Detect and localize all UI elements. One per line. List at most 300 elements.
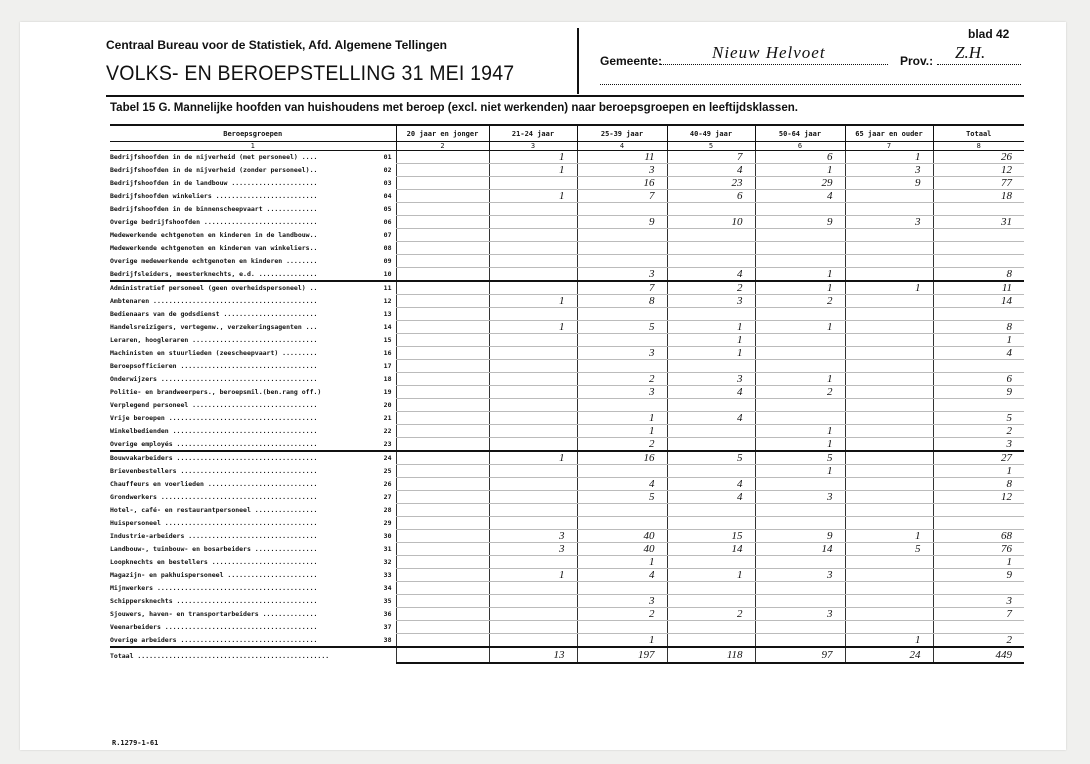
- value-cell: [845, 347, 933, 360]
- value-cell: [933, 203, 1024, 216]
- table-row: [110, 295, 1024, 308]
- value-cell: 76: [933, 543, 1024, 556]
- value-cell: 68: [933, 530, 1024, 543]
- value-cell: 2: [577, 438, 667, 452]
- row-label-cell: [110, 295, 396, 308]
- value-cell: [396, 295, 489, 308]
- value-cell: [845, 621, 933, 634]
- table-row: [110, 621, 1024, 634]
- value-cell: [755, 347, 845, 360]
- value-cell: [667, 203, 755, 216]
- row-label-cell: [110, 203, 396, 216]
- value-cell: [396, 582, 489, 595]
- table-row: [110, 229, 1024, 242]
- row-label: Ambtenaren ..........................................: [110, 297, 318, 305]
- value-cell: [489, 425, 577, 438]
- table-row: [110, 399, 1024, 412]
- value-cell: [667, 465, 755, 478]
- value-cell: [396, 608, 489, 621]
- value-cell: [489, 478, 577, 491]
- row-code: 31: [382, 545, 396, 553]
- gemeente-dotted-line: [660, 64, 888, 65]
- value-cell: [667, 242, 755, 255]
- value-cell: [577, 334, 667, 347]
- table-row: [110, 151, 1024, 164]
- value-cell: 3: [755, 608, 845, 621]
- value-cell: [845, 569, 933, 582]
- row-label: Hotel-, café- en restaurantpersoneel ................: [110, 506, 318, 514]
- value-cell: 1: [577, 556, 667, 569]
- value-cell: [489, 268, 577, 282]
- value-cell: [845, 308, 933, 321]
- row-label: Overige arbeiders ...................................: [110, 635, 318, 644]
- value-cell: 1: [667, 569, 755, 582]
- value-cell: 3: [845, 216, 933, 229]
- value-cell: [845, 451, 933, 465]
- value-cell: [396, 321, 489, 334]
- col-header: 20 jaar en jonger: [396, 125, 489, 142]
- table-header-row: [110, 125, 1024, 142]
- row-code: 17: [382, 362, 396, 370]
- value-cell: 15: [667, 530, 755, 543]
- value-cell: 13: [489, 647, 577, 663]
- value-cell: [577, 255, 667, 268]
- row-label: Medewerkende echtgenoten en kinderen van winkeliers..: [110, 244, 318, 252]
- row-label: Machinisten en stuurlieden (zeescheepvaart) .........: [110, 349, 318, 357]
- value-cell: [755, 399, 845, 412]
- table-row: [110, 491, 1024, 504]
- value-cell: 3: [489, 543, 577, 556]
- value-cell: [845, 556, 933, 569]
- value-cell: 4: [667, 478, 755, 491]
- value-cell: 2: [667, 608, 755, 621]
- value-cell: [755, 478, 845, 491]
- gemeente-value: Nieuw Helvoet: [712, 43, 826, 62]
- value-cell: [845, 582, 933, 595]
- value-cell: 2: [755, 386, 845, 399]
- value-cell: [396, 242, 489, 255]
- row-code: 16: [382, 349, 396, 357]
- table-row: [110, 321, 1024, 334]
- value-cell: 4: [667, 491, 755, 504]
- value-cell: 3: [845, 164, 933, 177]
- value-cell: 4: [667, 164, 755, 177]
- row-label: Magazijn- en pakhuispersoneel .......................: [110, 571, 318, 579]
- row-label-cell: [110, 255, 396, 268]
- row-label-cell: [110, 334, 396, 347]
- value-cell: [396, 216, 489, 229]
- value-cell: 14: [933, 295, 1024, 308]
- row-code: 25: [382, 467, 396, 475]
- value-cell: [845, 478, 933, 491]
- value-cell: [845, 438, 933, 452]
- value-cell: [755, 334, 845, 347]
- table-row: [110, 347, 1024, 360]
- row-label: Beroepsofficieren ...................................: [110, 362, 318, 370]
- row-label-cell: [110, 451, 396, 465]
- value-cell: 4: [577, 478, 667, 491]
- row-label-cell: [110, 478, 396, 491]
- value-cell: 1: [755, 268, 845, 282]
- row-label: Veenarbeiders .......................................: [110, 623, 318, 631]
- row-code: 27: [382, 493, 396, 501]
- value-cell: [396, 190, 489, 203]
- value-cell: [667, 425, 755, 438]
- row-label: Landbouw-, tuinbouw- en bosarbeiders ................: [110, 545, 318, 553]
- value-cell: [396, 268, 489, 282]
- value-cell: [667, 229, 755, 242]
- row-code: 06: [382, 218, 396, 226]
- value-cell: 5: [667, 451, 755, 465]
- row-label-cell: [110, 438, 396, 452]
- col-header: 50-64 jaar: [755, 125, 845, 142]
- value-cell: [396, 177, 489, 190]
- value-cell: 1: [755, 164, 845, 177]
- value-cell: [845, 386, 933, 399]
- row-label-cell: [110, 373, 396, 386]
- value-cell: 10: [667, 216, 755, 229]
- table-row: [110, 504, 1024, 517]
- value-cell: [396, 373, 489, 386]
- value-cell: [845, 595, 933, 608]
- value-cell: 4: [667, 386, 755, 399]
- value-cell: [577, 517, 667, 530]
- row-label: Bedienaars van de godsdienst ........................: [110, 310, 318, 318]
- value-cell: [489, 203, 577, 216]
- value-cell: [845, 242, 933, 255]
- table-row: [110, 478, 1024, 491]
- value-cell: [489, 412, 577, 425]
- row-label-cell: [110, 242, 396, 255]
- row-label-cell: [110, 190, 396, 203]
- value-cell: [845, 295, 933, 308]
- value-cell: [667, 360, 755, 373]
- value-cell: [396, 569, 489, 582]
- value-cell: 7: [667, 151, 755, 164]
- value-cell: 1: [489, 321, 577, 334]
- value-cell: [845, 465, 933, 478]
- value-cell: [933, 255, 1024, 268]
- row-code: 36: [382, 610, 396, 618]
- row-code: 13: [382, 310, 396, 318]
- value-cell: 16: [577, 451, 667, 465]
- page-number: blad 42: [968, 27, 1010, 41]
- row-label-cell: [110, 347, 396, 360]
- row-label-cell: [110, 308, 396, 321]
- value-cell: [845, 229, 933, 242]
- value-cell: [667, 634, 755, 648]
- value-cell: 11: [577, 151, 667, 164]
- row-code: 34: [382, 584, 396, 592]
- row-code: 07: [382, 231, 396, 239]
- value-cell: [933, 229, 1024, 242]
- value-cell: [845, 190, 933, 203]
- row-label: Totaal .................................................: [110, 651, 330, 660]
- value-cell: [396, 621, 489, 634]
- value-cell: [845, 399, 933, 412]
- value-cell: 3: [577, 386, 667, 399]
- table-row: [110, 268, 1024, 282]
- value-cell: [933, 582, 1024, 595]
- value-cell: [489, 517, 577, 530]
- value-cell: 7: [577, 190, 667, 203]
- value-cell: 1: [933, 334, 1024, 347]
- value-cell: 6: [755, 151, 845, 164]
- table-row: [110, 517, 1024, 530]
- value-cell: [755, 242, 845, 255]
- value-cell: 3: [933, 595, 1024, 608]
- row-label-cell: [110, 229, 396, 242]
- row-label-cell: [110, 582, 396, 595]
- table-row: [110, 334, 1024, 347]
- row-label-cell: [110, 321, 396, 334]
- header-divider: [577, 28, 579, 94]
- table-title: Tabel 15 G. Mannelijke hoofden van huishoudens met beroep (excl. niet werkenden) naar beroepsgroepen en leeftijdsklassen.: [110, 100, 798, 114]
- row-code: 33: [382, 571, 396, 579]
- value-cell: 3: [933, 438, 1024, 452]
- row-label-cell: [110, 543, 396, 556]
- value-cell: [755, 360, 845, 373]
- value-cell: 1: [845, 634, 933, 648]
- value-cell: 11: [933, 281, 1024, 295]
- prov-value: Z.H.: [955, 43, 986, 62]
- value-cell: [845, 504, 933, 517]
- value-cell: [755, 582, 845, 595]
- row-label-cell: [110, 608, 396, 621]
- col-header: 25-39 jaar: [577, 125, 667, 142]
- table-row: [110, 634, 1024, 648]
- value-cell: 40: [577, 543, 667, 556]
- value-cell: 29: [755, 177, 845, 190]
- value-cell: 3: [577, 595, 667, 608]
- value-cell: 8: [933, 321, 1024, 334]
- value-cell: 2: [667, 281, 755, 295]
- row-label-cell: [110, 216, 396, 229]
- value-cell: [845, 412, 933, 425]
- row-code: 10: [382, 270, 396, 278]
- value-cell: [933, 399, 1024, 412]
- value-cell: [396, 517, 489, 530]
- value-cell: 1: [845, 530, 933, 543]
- value-cell: [489, 595, 577, 608]
- value-cell: [577, 229, 667, 242]
- col-number: 1: [110, 142, 396, 151]
- value-cell: 5: [933, 412, 1024, 425]
- row-label-cell: [110, 530, 396, 543]
- col-number: 2: [396, 142, 489, 151]
- value-cell: 27: [933, 451, 1024, 465]
- value-cell: 12: [933, 164, 1024, 177]
- value-cell: 9: [755, 216, 845, 229]
- table-row: [110, 164, 1024, 177]
- value-cell: 6: [933, 373, 1024, 386]
- row-label: Bedrijfshoofden in de landbouw ......................: [110, 179, 318, 187]
- value-cell: [489, 582, 577, 595]
- row-label-cell: [110, 360, 396, 373]
- value-cell: 4: [667, 268, 755, 282]
- value-cell: 2: [577, 373, 667, 386]
- col-number: 4: [577, 142, 667, 151]
- value-cell: [396, 151, 489, 164]
- value-cell: 1: [933, 556, 1024, 569]
- value-cell: [845, 425, 933, 438]
- row-label-cell: [110, 504, 396, 517]
- row-code: 20: [382, 401, 396, 409]
- value-cell: [489, 255, 577, 268]
- row-code: 05: [382, 205, 396, 213]
- value-cell: [489, 386, 577, 399]
- row-label: Administratief personeel (geen overheidspersoneel) ..: [110, 284, 318, 293]
- value-cell: 4: [755, 190, 845, 203]
- value-cell: [489, 347, 577, 360]
- table-row: [110, 177, 1024, 190]
- value-cell: [577, 582, 667, 595]
- table-row: [110, 465, 1024, 478]
- value-cell: [577, 308, 667, 321]
- value-cell: [396, 647, 489, 663]
- value-cell: 2: [933, 425, 1024, 438]
- value-cell: 14: [755, 543, 845, 556]
- value-cell: [489, 491, 577, 504]
- table-row: [110, 308, 1024, 321]
- value-cell: [396, 203, 489, 216]
- value-cell: 1: [489, 190, 577, 203]
- value-cell: 9: [845, 177, 933, 190]
- value-cell: 1: [489, 451, 577, 465]
- value-cell: 7: [577, 281, 667, 295]
- value-cell: 6: [667, 190, 755, 203]
- table-row: [110, 530, 1024, 543]
- row-code: 21: [382, 414, 396, 422]
- row-label: Handelsreizigers, vertegenw., verzekeringsagenten ...: [110, 323, 318, 331]
- form-code: R.1279-1-61: [112, 739, 159, 747]
- value-cell: [667, 582, 755, 595]
- value-cell: [667, 556, 755, 569]
- row-label-cell: [110, 634, 396, 648]
- row-label: Politie- en brandweerpers., beroepsmil.(ben.rang off.): [110, 388, 322, 396]
- value-cell: 1: [489, 164, 577, 177]
- table-row: [110, 595, 1024, 608]
- row-label: Sjouwers, haven- en transportarbeiders ..............: [110, 610, 318, 618]
- value-cell: [396, 634, 489, 648]
- row-label: Winkelbedienden .....................................: [110, 427, 318, 435]
- value-cell: [489, 229, 577, 242]
- table-row: [110, 373, 1024, 386]
- value-cell: [577, 242, 667, 255]
- row-label-cell: [110, 151, 396, 164]
- row-label-cell: [110, 647, 396, 663]
- value-cell: 16: [577, 177, 667, 190]
- row-code: 09: [382, 257, 396, 265]
- row-code: 26: [382, 480, 396, 488]
- value-cell: [933, 517, 1024, 530]
- value-cell: [667, 255, 755, 268]
- value-cell: 24: [845, 647, 933, 663]
- value-cell: 31: [933, 216, 1024, 229]
- row-label-cell: [110, 517, 396, 530]
- header-rule: [106, 95, 1024, 97]
- row-label: Bouwvakarbeiders ....................................: [110, 454, 318, 463]
- row-code: 01: [382, 153, 396, 161]
- value-cell: [845, 268, 933, 282]
- row-code: 12: [382, 297, 396, 305]
- value-cell: 1: [489, 151, 577, 164]
- row-label-cell: [110, 556, 396, 569]
- value-cell: [489, 608, 577, 621]
- value-cell: [489, 360, 577, 373]
- row-label: Leraren, hoogleraren ................................: [110, 336, 318, 344]
- value-cell: [396, 478, 489, 491]
- value-cell: [845, 608, 933, 621]
- value-cell: [667, 504, 755, 517]
- value-cell: [396, 530, 489, 543]
- value-cell: 5: [845, 543, 933, 556]
- value-cell: [489, 438, 577, 452]
- value-cell: [489, 556, 577, 569]
- value-cell: [396, 543, 489, 556]
- value-cell: [577, 621, 667, 634]
- row-code: 23: [382, 440, 396, 448]
- value-cell: [396, 360, 489, 373]
- value-cell: [667, 399, 755, 412]
- row-code: 04: [382, 192, 396, 200]
- col-header: Beroepsgroepen: [110, 125, 396, 142]
- value-cell: [845, 373, 933, 386]
- table-row: [110, 425, 1024, 438]
- row-label-cell: [110, 399, 396, 412]
- value-cell: 1: [755, 465, 845, 478]
- row-label-cell: [110, 621, 396, 634]
- value-cell: 77: [933, 177, 1024, 190]
- value-cell: 7: [933, 608, 1024, 621]
- value-cell: [845, 334, 933, 347]
- col-header: Totaal: [933, 125, 1024, 142]
- value-cell: [755, 229, 845, 242]
- value-cell: [396, 164, 489, 177]
- row-label: Overige employés ....................................: [110, 439, 318, 448]
- total-row: [110, 647, 1024, 663]
- value-cell: 197: [577, 647, 667, 663]
- value-cell: [845, 255, 933, 268]
- value-cell: [933, 360, 1024, 373]
- row-code: 37: [382, 623, 396, 631]
- row-label: Bedrijfshoofden in de nijverheid (zonder personeel)..: [110, 166, 318, 174]
- value-cell: 8: [933, 268, 1024, 282]
- value-cell: 2: [755, 295, 845, 308]
- value-cell: 5: [577, 491, 667, 504]
- row-label: Bedrijfshoofden in de nijverheid (met personeel) ....: [110, 153, 318, 162]
- table-row: [110, 556, 1024, 569]
- row-label-cell: [110, 425, 396, 438]
- row-code: 08: [382, 244, 396, 252]
- value-cell: 2: [933, 634, 1024, 648]
- value-cell: [489, 504, 577, 517]
- row-label-cell: [110, 465, 396, 478]
- value-cell: [933, 242, 1024, 255]
- table-row: [110, 608, 1024, 621]
- value-cell: 1: [667, 334, 755, 347]
- value-cell: [933, 308, 1024, 321]
- col-number: 7: [845, 142, 933, 151]
- row-label: Loopknechts en bestellers ...........................: [110, 558, 318, 566]
- table-row: [110, 242, 1024, 255]
- row-label: Schippersknechts ....................................: [110, 597, 318, 605]
- value-cell: [489, 242, 577, 255]
- value-cell: [396, 386, 489, 399]
- value-cell: [489, 399, 577, 412]
- col-header: 21-24 jaar: [489, 125, 577, 142]
- table-row: [110, 203, 1024, 216]
